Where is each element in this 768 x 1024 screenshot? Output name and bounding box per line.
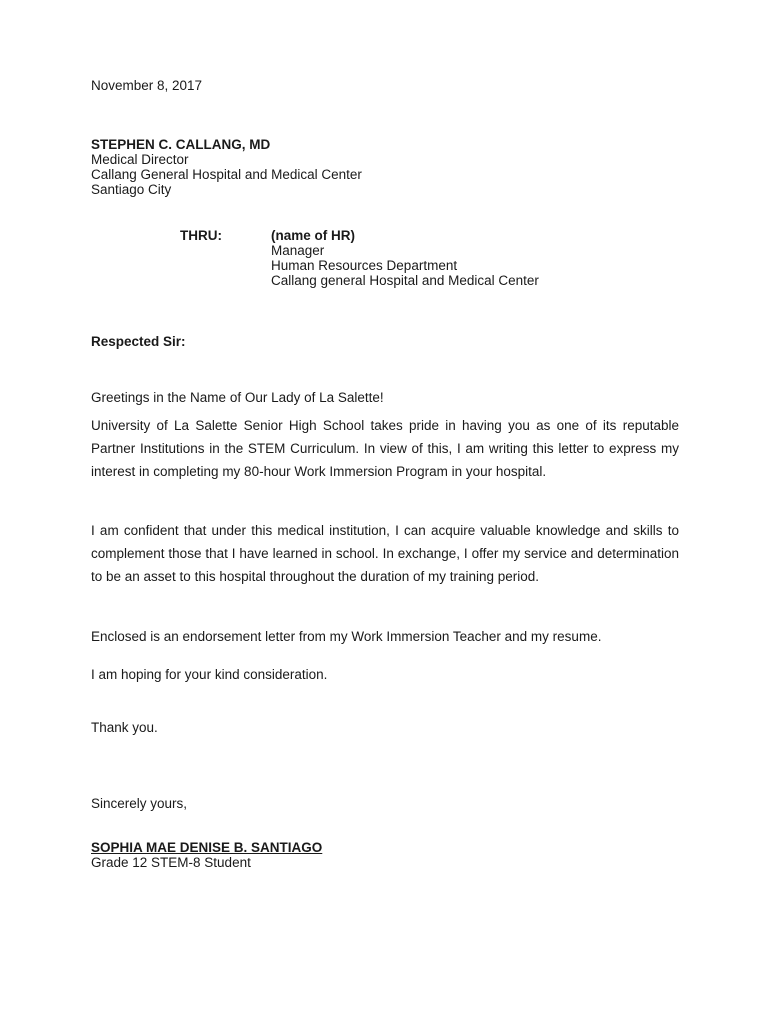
- paragraph-4: I am hoping for your kind consideration.: [91, 667, 328, 682]
- thanks-line: Thank you.: [91, 720, 158, 735]
- paragraph-3: Enclosed is an endorsement letter from my Work Immersion Teacher and my resume.: [91, 629, 602, 644]
- greeting: Greetings in the Name of Our Lady of La Salette!: [91, 390, 384, 405]
- thru-label: THRU:: [180, 228, 222, 243]
- salutation: Respected Sir:: [91, 334, 186, 349]
- thru-organization: Callang general Hospital and Medical Center: [271, 273, 539, 288]
- recipient-title: Medical Director: [91, 152, 189, 167]
- recipient-block: [91, 137, 362, 197]
- signatory-title: Grade 12 STEM-8 Student: [91, 855, 251, 870]
- thru-name: (name of HR): [271, 228, 355, 243]
- thru-title: Manager: [271, 243, 325, 258]
- closing-line: Sincerely yours,: [91, 796, 188, 811]
- recipient-city: Santiago City: [91, 182, 172, 197]
- recipient-name: STEPHEN C. CALLANG, MD: [91, 137, 271, 152]
- paragraph-1: University of La Salette Senior High School takes pride in having you as one of its reputable Partner Institutions in the STEM Curriculum. In view of this, I am writing this letter to express my interest in completing my 80-hour Work Immersion Program in your hospital.: [91, 418, 679, 479]
- thru-department: Human Resources Department: [271, 258, 458, 273]
- signatory-name: SOPHIA MAE DENISE B. SANTIAGO: [91, 840, 323, 855]
- paragraph-2: I am confident that under this medical institution, I can acquire valuable knowledge and skills to complement those that I have learned in school. In exchange, I offer my service and determination to be an asset to this hospital throughout the duration of my training period.: [91, 523, 679, 584]
- letter-date: November 8, 2017: [91, 78, 203, 93]
- signature-block: [91, 840, 322, 870]
- recipient-organization: Callang General Hospital and Medical Center: [91, 167, 362, 182]
- thru-block: [271, 228, 539, 288]
